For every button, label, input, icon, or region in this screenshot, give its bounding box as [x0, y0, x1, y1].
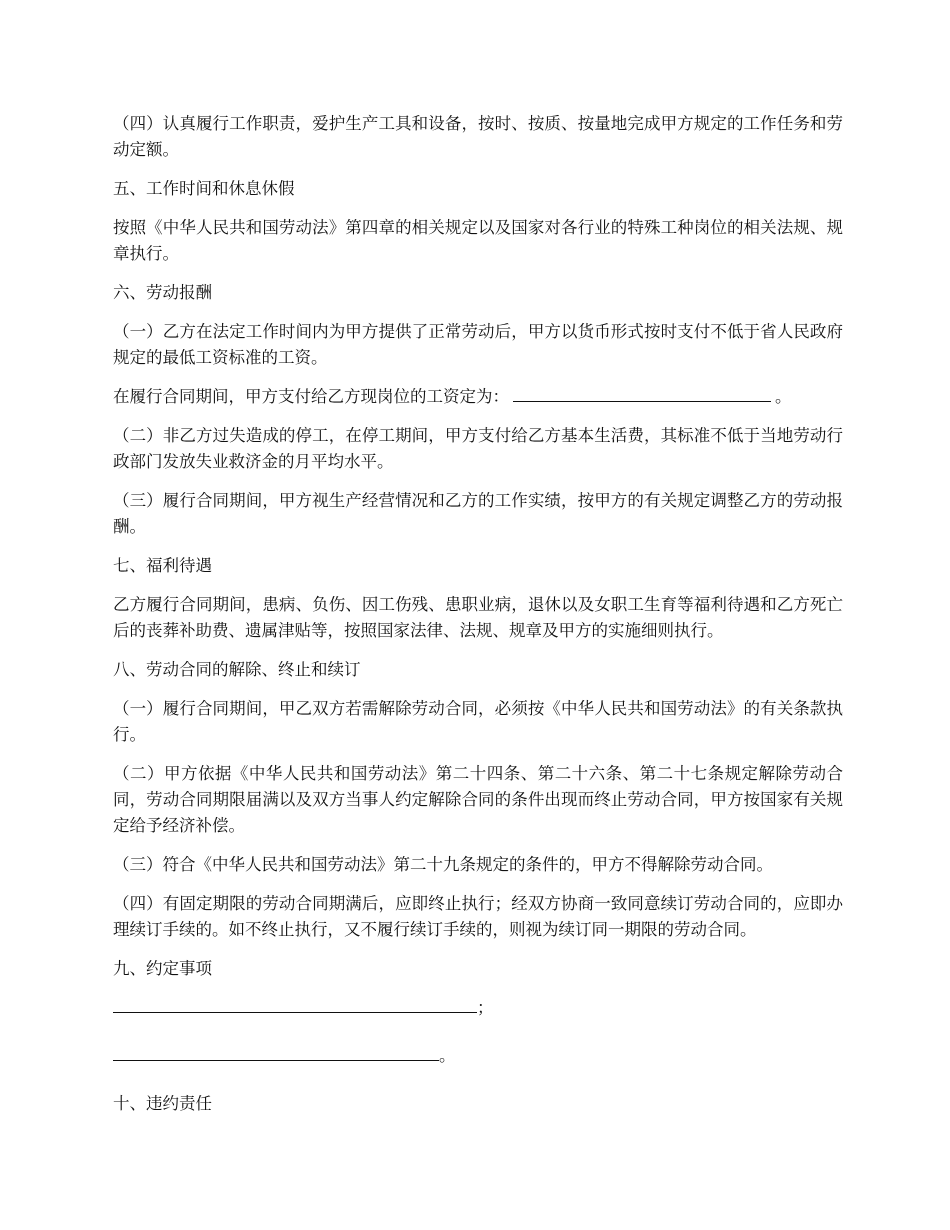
clause-4-4: （四）认真履行工作职责，爱护生产工具和设备，按时、按质、按量地完成甲方规定的工作任务和劳动定额。: [113, 114, 843, 159]
salary-line: [113, 384, 843, 410]
clause-8-4: （四）有固定期限的劳动合同期满后，应即终止执行；经双方协商一致同意续订劳动合同的，应即办理续订手续的。如不终止执行，又不履行续订手续的，则视为续订同一期限的劳动合同。: [113, 894, 843, 939]
document-body: [113, 111, 843, 1130]
agreement-blank-field-1[interactable]: [113, 995, 477, 1013]
agreement-line-2: [113, 1043, 843, 1069]
section-heading-5: 五、工作时间和休息休假: [113, 179, 295, 198]
clause-8-3: （三）符合《中华人民共和国劳动法》第二十九条规定的条件的，甲方不得解除劳动合同。: [113, 855, 773, 874]
agreement-line-2-suffix: 。: [439, 1046, 456, 1065]
agreement-blank-field-2[interactable]: [113, 1043, 439, 1061]
salary-label: 在履行合同期间，甲方支付给乙方现岗位的工资定为：: [113, 387, 509, 406]
clause-6-2: （二）非乙方过失造成的停工，在停工期间，甲方支付给乙方基本生活费，其标准不低于当地劳动行政部门发放失业救济金的月平均水平。: [113, 426, 843, 471]
section-5-text: 按照《中华人民共和国劳动法》第四章的相关规定以及国家对各行业的特殊工种岗位的相关法规、规章执行。: [113, 218, 843, 263]
clause-6-3: （三）履行合同期间，甲方视生产经营情况和乙方的工作实绩，按甲方的有关规定调整乙方的劳动报酬。: [113, 491, 843, 536]
salary-blank-field[interactable]: [513, 384, 771, 402]
agreement-line-1: [113, 995, 843, 1021]
section-7-text: 乙方履行合同期间，患病、负伤、因工伤残、患职业病，退休以及女职工生育等福利待遇和乙方死亡后的丧葬补助费、遗属津贴等，按照国家法律、法规、规章及甲方的实施细则执行。: [113, 595, 843, 640]
clause-8-2: （二）甲方依据《中华人民共和国劳动法》第二十四条、第二十六条、第二十七条规定解除劳动合同，劳动合同期限届满以及双方当事人约定解除合同的条件出现而终止劳动合同，甲方按国家有关规定给予经济补偿。: [113, 764, 843, 835]
section-heading-8: 八、劳动合同的解除、终止和续订: [113, 660, 361, 679]
clause-8-1: （一）履行合同期间，甲乙双方若需解除劳动合同，必须按《中华人民共和国劳动法》的有关条款执行。: [113, 699, 843, 744]
agreement-line-1-suffix: ；: [477, 998, 494, 1017]
section-heading-6: 六、劳动报酬: [113, 283, 212, 302]
section-heading-10: 十、违约责任: [113, 1094, 212, 1113]
section-heading-7: 七、福利待遇: [113, 556, 212, 575]
salary-suffix: 。: [775, 387, 792, 406]
section-heading-9: 九、约定事项: [113, 959, 212, 978]
clause-6-1: （一）乙方在法定工作时间内为甲方提供了正常劳动后，甲方以货币形式按时支付不低于省人民政府规定的最低工资标准的工资。: [113, 322, 843, 367]
